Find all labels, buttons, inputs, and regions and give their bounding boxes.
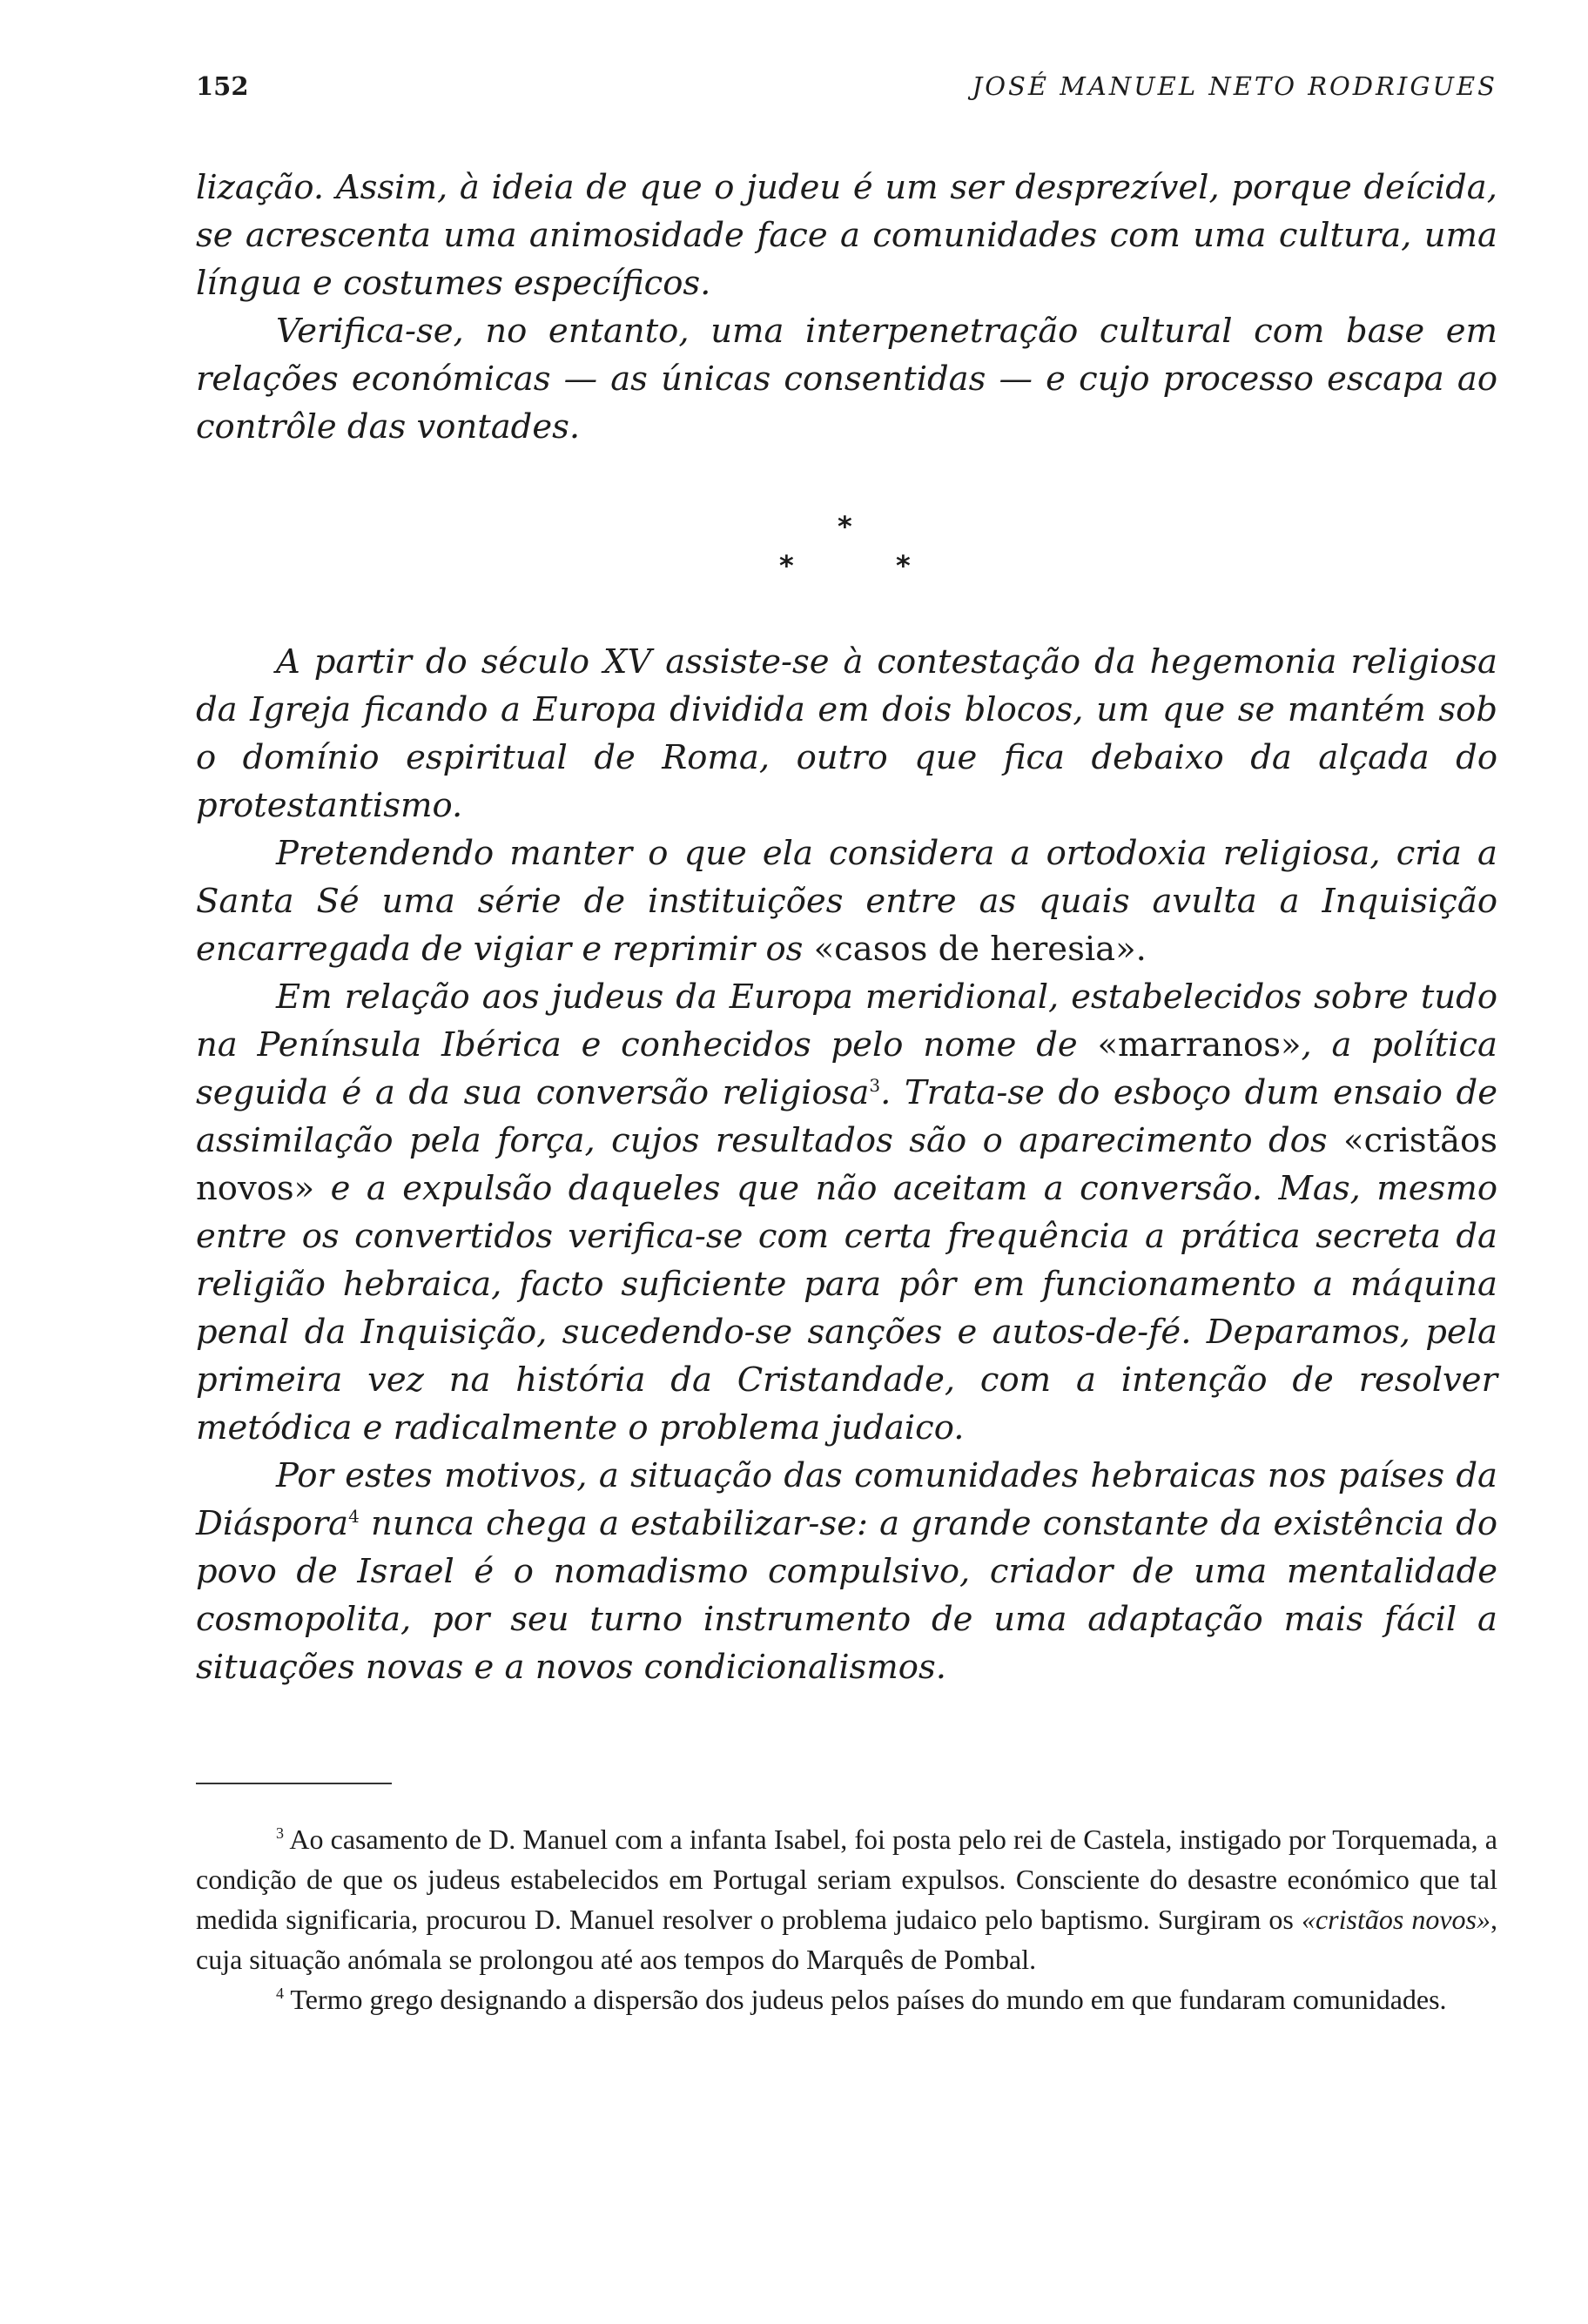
asterisk-mark: * (896, 549, 911, 582)
text-run: Por estes motivos, a situação das comunidades hebraicas nos países da Diáspora (196, 1456, 1497, 1543)
paragraph (196, 1452, 1497, 1691)
text-run: , cuja situação anómala se prolongou até aos tempos do Marquês de Pombal. (196, 1904, 1498, 1975)
text-run: Pretendendo manter o que ela considera a ortodoxia religiosa, cria a Santa Sé uma série de instituições entre as quais avulta a Inquisição encarregada de vigiar e reprimir os (196, 834, 1497, 969)
footnote-marker: 3 (276, 1824, 284, 1842)
paragraph (196, 830, 1497, 973)
text-run: Ao casamento de D. Manuel com a infanta Isabel, foi posta pelo rei de Castela, instigado por Torquemada, a condição de que os judeus estabelecidos em Portugal seriam expulsos. Consciente do desastre económico que tal medida significaria, procurou D. Manuel resolver o problema judaico pelo baptismo. Surgiram os (196, 1824, 1497, 1935)
paragraph: A partir do século XV assiste-se à contestação da hegemonia religiosa da Igreja ficando a Europa dividida em dois blocos, um que se mantém sob o domínio espiritual de Roma, outro que fica debaixo da alçada do protestantismo. (196, 642, 1497, 825)
italic-text: «cristãos novos» (1301, 1904, 1491, 1935)
footnote-separator (196, 1783, 392, 1784)
paragraph: Verifica-se, no entanto, uma interpenetração cultural com base em relações económicas — as únicas consentidas — e cujo processo escapa ao contrôle das vontades. (196, 312, 1497, 447)
quoted-text: «casos de heresia». (813, 930, 1147, 969)
text-run: e a expulsão daqueles que não aceitam a conversão. Mas, mesmo entre os convertidos verifica-se com certa frequência a prática secreta da religião hebraica, facto suficiente para pôr em funcionamento a máquina penal da Inquisição, sucedendo-se sanções e autos-de-fé. Deparamos, pela primeira vez na história da Cristandade, com a intenção de resolver metódica e radicalmente o problema judaico. (196, 1169, 1497, 1447)
text-run: nunca chega a estabilizar-se: a grande constante da existência do povo de Israel é o nomadismo compulsivo, criador de uma mentalidade cosmopolita, por seu turno instrumento de uma adaptação mais fácil a situações novas e a novos condicionalismos. (196, 1504, 1497, 1687)
main-text (196, 164, 1497, 1691)
footnotes (196, 1819, 1497, 2019)
quoted-text: «marranos» (1097, 1025, 1302, 1065)
page-number: 152 (196, 71, 249, 101)
text-run: . Trata-se do esboço dum ensaio de assimilação pela força, cujos resultados são o aparecimento dos (196, 1073, 1497, 1160)
footnote (196, 1979, 1497, 2019)
paragraph: lização. Assim, à ideia de que o judeu é um ser desprezível, porque deícida, se acrescenta uma animosidade face a comunidades com uma cultura, uma língua e costumes específicos. (196, 168, 1497, 303)
asterisk-mark: * (838, 510, 852, 543)
footnote-reference[interactable]: 3 (869, 1075, 881, 1096)
running-head: JOSÉ MANUEL NETO RODRIGUES (972, 71, 1497, 101)
page-header (196, 71, 1497, 106)
asterisk-mark: * (779, 549, 794, 582)
text-run: Termo grego designando a dispersão dos judeus pelos países do mundo em que fundaram comunidades. (284, 1984, 1447, 2015)
footnote (196, 1819, 1497, 1979)
paragraph (196, 973, 1497, 1452)
text-run: , a política seguida é a da sua conversão religiosa (196, 1025, 1497, 1112)
footnote-reference[interactable]: 4 (348, 1506, 360, 1527)
quoted-text: «cristãos novos» (196, 1121, 1497, 1208)
section-break-asterism (196, 451, 1497, 609)
footnote-marker: 4 (276, 1985, 284, 2002)
text-run: Em relação aos judeus da Europa meridional, estabelecidos sobre tudo na Península Ibérica e conhecidos pelo nome de (196, 977, 1497, 1065)
